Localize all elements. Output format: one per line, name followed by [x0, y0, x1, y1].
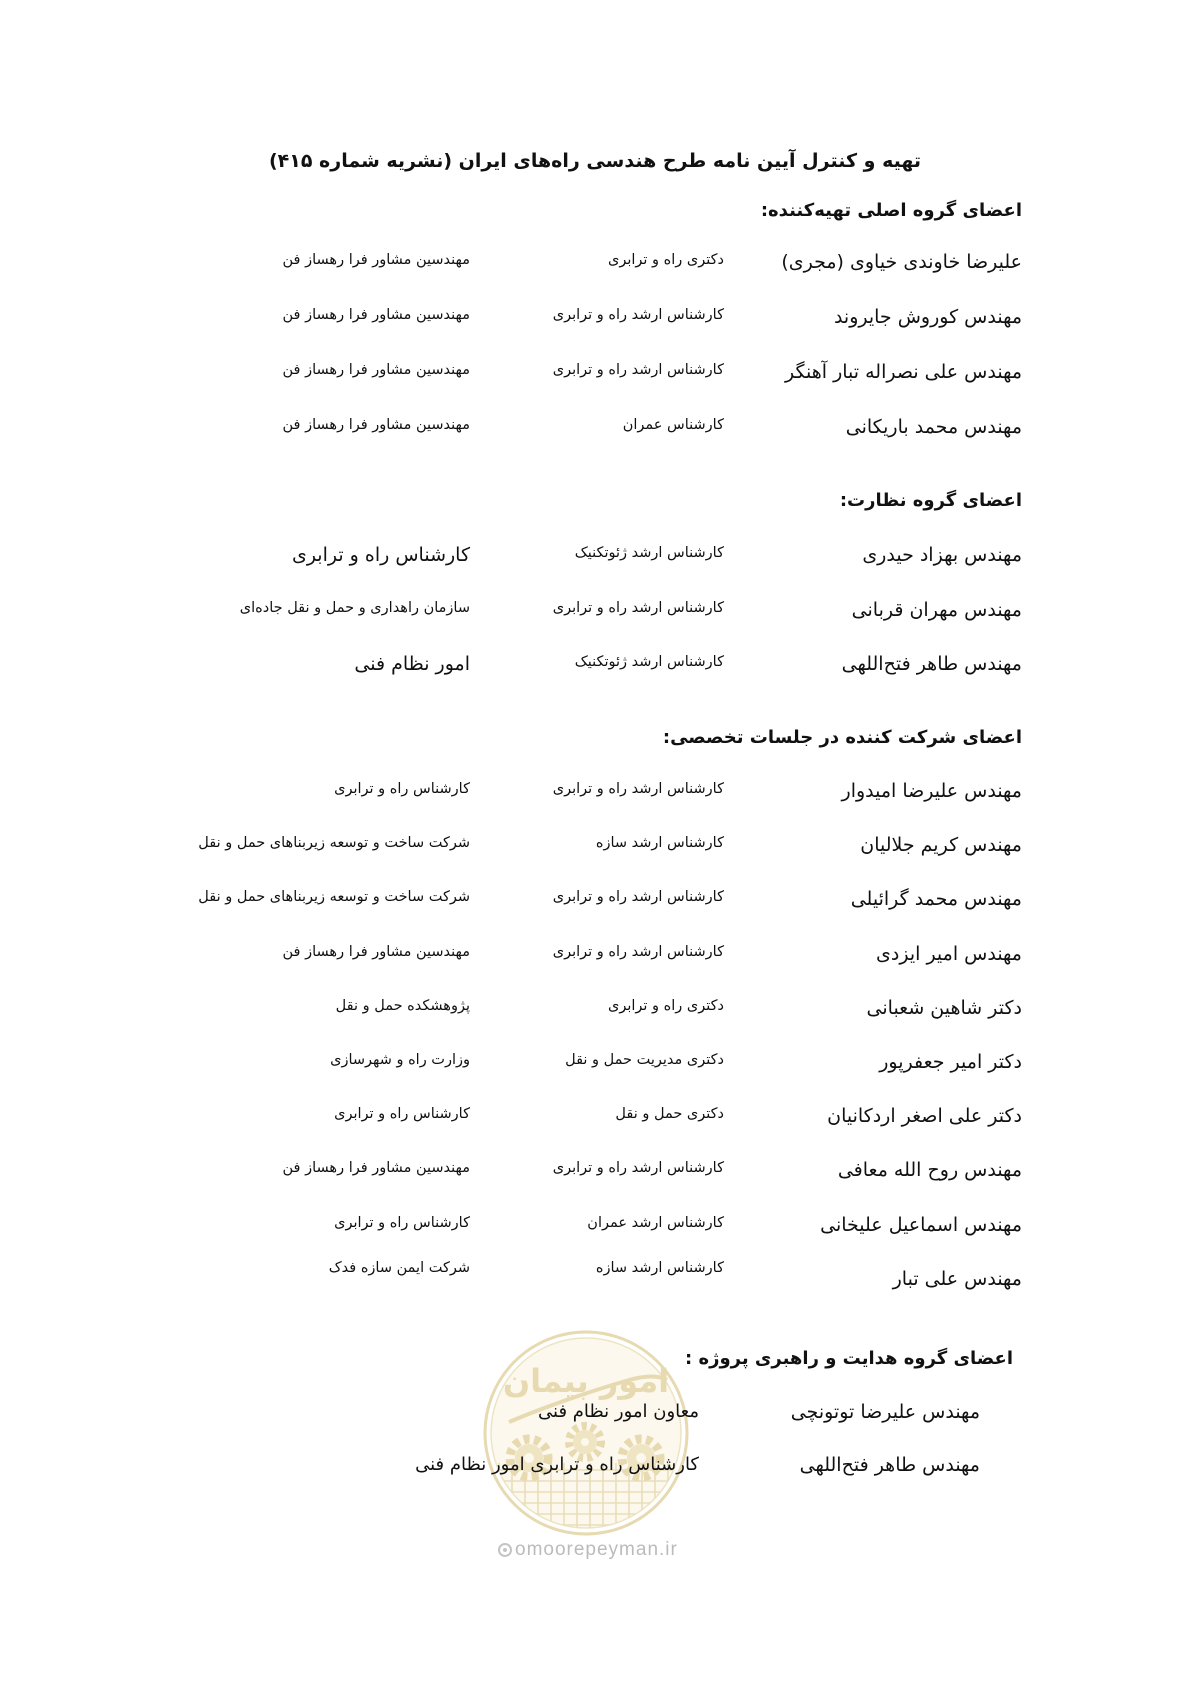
- member-affiliation: پژوهشکده حمل و نقل: [335, 997, 470, 1014]
- member-degree: کارشناس ارشد راه و ترابری: [552, 781, 724, 797]
- member-affiliation: مهندسین مشاور فرا رهساز فن: [282, 1160, 470, 1177]
- site-url: omoorepeyman.ir: [515, 1539, 678, 1560]
- member-name: مهندس بهزاد حیدری: [862, 544, 1022, 566]
- section-heading: اعضای شرکت کننده در جلسات تخصصی:: [662, 727, 1022, 748]
- member-row: [0, 939, 1190, 993]
- member-name: مهندس محمد گرائیلی: [850, 888, 1022, 911]
- section-supervision: [0, 486, 1190, 704]
- member-name: مهندس علیرضا امیدوار: [841, 780, 1022, 802]
- member-role: کارشناس راه و ترابری امور نظام فنی: [415, 1454, 699, 1475]
- member-degree: کارشناس ارشد ژئوتکنیک: [574, 545, 724, 561]
- member-row: [0, 412, 1190, 467]
- site-logo-icon: [498, 1543, 512, 1557]
- member-affiliation: مهندسین مشاور فرا رهساز فن: [282, 362, 470, 378]
- member-affiliation: مهندسین مشاور فرا رهساز فن: [282, 417, 470, 433]
- member-row: [0, 993, 1190, 1047]
- member-affiliation: سازمان راهداری و حمل و نقل جاده‌ای: [239, 599, 470, 616]
- member-name: دکتر شاهین شعبانی: [866, 996, 1022, 1019]
- member-degree: کارشناس ارشد راه و ترابری: [552, 943, 724, 960]
- member-degree: دکتری حمل و نقل: [615, 1106, 724, 1123]
- member-row: [0, 540, 1190, 595]
- member-affiliation: امور نظام فنی: [354, 653, 470, 675]
- section-main-authors: [0, 196, 1190, 467]
- member-name: مهندس کریم جلالیان: [860, 834, 1022, 857]
- member-name: دکتر امیر جعفرپور: [879, 1050, 1022, 1073]
- section-heading: اعضای گروه اصلی تهیه‌کننده:: [760, 200, 1022, 221]
- member-degree: کارشناس ارشد سازه: [595, 1259, 724, 1276]
- member-degree: کارشناس ارشد راه و ترابری: [552, 599, 724, 616]
- member-row: [0, 1047, 1190, 1101]
- member-row: [0, 247, 1190, 302]
- member-affiliation: شرکت ایمن سازه فدک: [328, 1259, 470, 1276]
- member-row: [0, 830, 1190, 884]
- member-row: [0, 884, 1190, 938]
- member-row: [0, 302, 1190, 357]
- member-affiliation: کارشناس راه و ترابری: [334, 781, 470, 797]
- section-heading: اعضای گروه نظارت:: [839, 490, 1022, 511]
- member-name: مهندس کوروش جایروند: [833, 306, 1022, 328]
- member-row: [0, 649, 1190, 704]
- member-name: دکتر علی اصغر اردکانیان: [827, 1105, 1022, 1128]
- member-degree: کارشناس ارشد راه و ترابری: [552, 889, 724, 906]
- member-row: [0, 1101, 1190, 1155]
- member-degree: دکتری راه و ترابری: [608, 252, 724, 268]
- member-row: [0, 1259, 1190, 1318]
- member-name: مهندس اسماعیل علیخانی: [820, 1213, 1022, 1236]
- member-degree: کارشناس ارشد ژئوتکنیک: [574, 654, 724, 670]
- member-affiliation: کارشناس راه و ترابری: [291, 544, 470, 566]
- member-row: [0, 357, 1190, 412]
- section-participants: [0, 723, 1190, 1318]
- member-affiliation: مهندسین مشاور فرا رهساز فن: [282, 252, 470, 268]
- member-name: مهندس علیرضا توتونچی: [790, 1401, 980, 1423]
- member-degree: کارشناس ارشد راه و ترابری: [552, 362, 724, 378]
- member-affiliation: شرکت ساخت و توسعه زیربناهای حمل و نقل: [198, 835, 470, 852]
- member-degree: کارشناس ارشد راه و ترابری: [552, 307, 724, 323]
- member-role: معاون امور نظام فنی: [538, 1401, 699, 1422]
- member-row: [0, 595, 1190, 650]
- member-degree: دکتری راه و ترابری: [608, 997, 724, 1014]
- member-name: مهندس علی تبار: [892, 1267, 1022, 1290]
- member-row: [0, 1450, 1190, 1503]
- member-name: مهندس علی نصراله تبار آهنگر: [785, 361, 1022, 383]
- member-affiliation: مهندسین مشاور فرا رهساز فن: [282, 307, 470, 323]
- member-name: مهندس مهران قربانی: [851, 598, 1022, 621]
- page-title: تهیه و کنترل آیین نامه طرح هندسی راه‌های ایران (نشریه شماره ۴۱۵): [268, 150, 922, 172]
- member-name: مهندس روح الله معافی: [837, 1159, 1022, 1182]
- member-affiliation: شرکت ساخت و توسعه زیربناهای حمل و نقل: [198, 889, 470, 906]
- member-degree: کارشناس عمران: [622, 417, 724, 433]
- member-name: مهندس طاهر فتح‌اللهی: [799, 1454, 980, 1476]
- member-degree: کارشناس ارشد راه و ترابری: [552, 1160, 724, 1177]
- section-project-guidance: [0, 1344, 1190, 1503]
- member-name: مهندس محمد باریکانی: [845, 416, 1022, 438]
- member-name: مهندس امیر ایزدی: [876, 942, 1022, 965]
- member-row: [0, 1155, 1190, 1209]
- member-row: [0, 776, 1190, 830]
- member-affiliation: مهندسین مشاور فرا رهساز فن: [282, 943, 470, 960]
- member-name: مهندس طاهر فتح‌اللهی: [841, 653, 1022, 675]
- member-degree: کارشناس ارشد عمران: [587, 1214, 724, 1231]
- logo-lettering: امور پیمان: [502, 1362, 670, 1400]
- member-affiliation: کارشناس راه و ترابری: [334, 1106, 470, 1123]
- watermark-site: [498, 1538, 678, 1562]
- section-heading: اعضای گروه هدایت و راهبری پروژه :: [685, 1348, 1013, 1369]
- member-degree: دکتری مدیریت حمل و نقل: [565, 1051, 724, 1068]
- member-name: علیرضا خاوندی خیاوی (مجری): [781, 251, 1022, 273]
- member-affiliation: وزارت راه و شهرسازی: [330, 1051, 470, 1068]
- member-row: [0, 1397, 1190, 1450]
- member-degree: کارشناس ارشد سازه: [595, 835, 724, 852]
- member-affiliation: کارشناس راه و ترابری: [334, 1214, 470, 1231]
